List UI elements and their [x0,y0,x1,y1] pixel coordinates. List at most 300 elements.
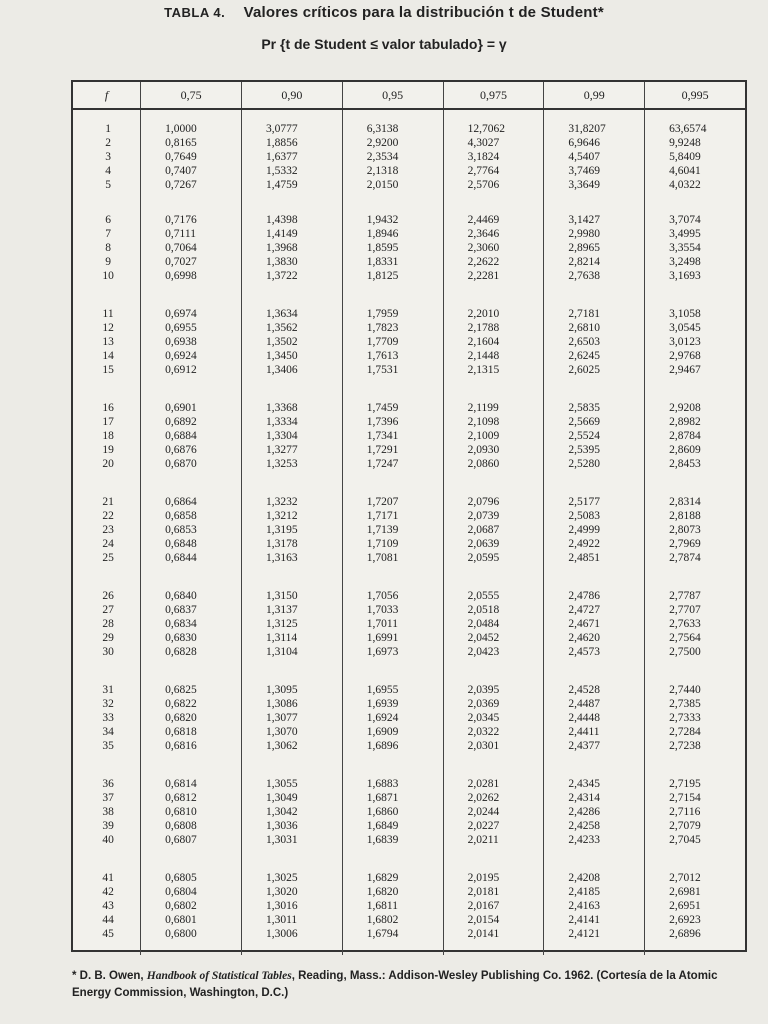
table-value: 2,7707 [669,604,701,616]
column-header-4: 0,975 [443,82,544,109]
degrees-of-freedom-cell [73,767,141,861]
table-value: 2,7440 [669,684,701,696]
table-value: 1,3011 [265,914,298,926]
critical-value-cell [443,485,544,579]
table-value: 1,6849 [366,820,399,832]
table-value: 1,6839 [366,834,399,846]
critical-value-cell [241,203,342,297]
df-value: 18 [102,430,114,442]
critical-value-cell [342,861,443,955]
table-value: 1,3722 [265,270,298,282]
critical-value-cell [141,109,242,203]
table-value: 2,6951 [669,900,701,912]
table-value: 2,7500 [669,646,701,658]
df-value: 43 [102,900,114,912]
critical-value-cell [645,767,745,861]
table-value: 0,6924 [165,350,197,362]
table-value: 0,6912 [165,364,197,376]
table-value: 1,6909 [366,726,399,738]
table-value: 1,6820 [366,886,399,898]
degrees-of-freedom-cell [73,109,141,203]
table-value: 2,4999 [568,524,600,536]
critical-value-cell [544,579,645,673]
table-value: 1,3163 [265,552,298,564]
degrees-of-freedom-cell [73,579,141,673]
df-value: 28 [102,618,114,630]
table-value: 1,6883 [366,778,399,790]
df-value: 37 [102,792,114,804]
critical-value-cell [645,109,745,203]
critical-value-cell [241,579,342,673]
critical-value-cell [645,579,745,673]
table-value: 2,8453 [669,458,701,470]
table-value: 2,9208 [669,402,701,414]
table-value: 2,5524 [568,430,600,442]
critical-value-cell [645,297,745,391]
table-value: 1,7396 [366,416,399,428]
column-header-0: f [73,82,141,109]
table-value: 2,1604 [467,336,500,348]
df-value: 41 [102,872,114,884]
table-value: 1,3212 [265,510,298,522]
table-value: 1,6811 [366,900,398,912]
table-value: 1,7959 [366,308,399,320]
table-value: 6,3138 [366,123,399,135]
df-value: 38 [102,806,114,818]
table-value: 2,4314 [568,792,600,804]
table-value: 1,7056 [366,590,399,602]
table-value: 1,7207 [366,496,399,508]
table-value: 2,1448 [467,350,500,362]
table-value: 1,6973 [366,646,399,658]
table-value: 2,4671 [568,618,600,630]
column-header-3: 0,95 [342,82,443,109]
table-value: 3,0777 [265,123,298,135]
df-value: 42 [102,886,114,898]
table-value: 1,7011 [366,618,398,630]
table-value: 12,7062 [467,123,505,135]
table-value: 2,7564 [669,632,701,644]
table-value: 1,3304 [265,430,298,442]
table-value: 0,6810 [165,806,197,818]
df-value: 11 [102,308,114,320]
table-value: 1,3077 [265,712,298,724]
df-value: 45 [102,928,114,940]
table-value: 1,3036 [265,820,298,832]
table-value: 1,3125 [265,618,298,630]
table-row-group [73,767,745,861]
table-value: 0,7176 [165,214,197,226]
table-value: 2,4411 [568,726,600,738]
table-value: 2,0739 [467,510,500,522]
table-value: 1,3114 [265,632,298,644]
table-value: 2,0195 [467,872,500,884]
table-value: 1,3006 [265,928,298,940]
table-value: 1,4149 [265,228,298,240]
table-value: 1,9432 [366,214,399,226]
degrees-of-freedom-cell [73,297,141,391]
table-value: 1,8595 [366,242,399,254]
table-value: 1,3406 [265,364,298,376]
table-value: 1,7171 [366,510,399,522]
table-value: 1,7139 [366,524,399,536]
degrees-of-freedom-cell [73,673,141,767]
critical-value-cell [544,767,645,861]
df-value: 12 [102,322,114,334]
table-value: 0,7111 [165,228,196,240]
table-value: 0,7064 [165,242,197,254]
critical-value-cell [141,861,242,955]
table-value: 0,6848 [165,538,197,550]
table-value: 1,6794 [366,928,399,940]
table-value: 2,1318 [366,165,399,177]
table-value: 1,4759 [265,179,298,191]
table-value: 3,1824 [467,151,500,163]
table-value: 0,6807 [165,834,197,846]
table-value: 2,0595 [467,552,500,564]
critical-value-cell [241,109,342,203]
table-value: 1,6871 [366,792,399,804]
critical-value-cell [443,109,544,203]
table-value: 0,6830 [165,632,197,644]
table-value: 1,6377 [265,151,298,163]
table-value: 1,3634 [265,308,298,320]
table-row-group [73,203,745,297]
critical-value-cell [443,861,544,955]
table-value: 2,0484 [467,618,500,630]
critical-value-cell [241,391,342,485]
table-value: 2,1315 [467,364,500,376]
table-value: 2,2281 [467,270,500,282]
table-value: 2,7787 [669,590,701,602]
table-value: 1,7341 [366,430,399,442]
table-value: 1,3232 [265,496,298,508]
table-value: 2,4185 [568,886,600,898]
table-value: 2,4487 [568,698,600,710]
critical-value-cell [342,391,443,485]
table-value: 4,0322 [669,179,701,191]
table-value: 2,4851 [568,552,600,564]
table-row-group [73,485,745,579]
table-value: 0,6805 [165,872,197,884]
table-value: 1,3062 [265,740,298,752]
table-value: 1,8125 [366,270,399,282]
table-value: 0,6808 [165,820,197,832]
df-value: 19 [102,444,114,456]
table-value: 1,3031 [265,834,298,846]
df-value: 16 [102,402,114,414]
table-value: 3,2498 [669,256,701,268]
critical-value-cell [443,391,544,485]
table-value: 2,4727 [568,604,600,616]
table-value: 1,3502 [265,336,298,348]
table-value: 4,5407 [568,151,600,163]
table-value: 2,4141 [568,914,600,926]
footnote-author: * D. B. Owen, [72,970,147,982]
table-value: 3,1058 [669,308,701,320]
table-value: 0,6938 [165,336,197,348]
table-value: 0,6876 [165,444,197,456]
table-value: 1,7613 [366,350,399,362]
table-value: 3,7469 [568,165,600,177]
df-value: 35 [102,740,114,752]
table-value: 0,6828 [165,646,197,658]
table-value: 2,7195 [669,778,701,790]
table-value: 0,6800 [165,928,197,940]
table-value: 2,2622 [467,256,500,268]
table-value: 2,3534 [366,151,399,163]
table-value: 2,0345 [467,712,500,724]
df-value: 39 [102,820,114,832]
table-value: 0,7649 [165,151,197,163]
table-value: 1,6860 [366,806,399,818]
table-value: 2,5395 [568,444,600,456]
table-value: 1,7081 [366,552,399,564]
table-value: 0,6825 [165,684,197,696]
critical-value-cell [342,767,443,861]
table-value: 2,0244 [467,806,500,818]
table-value: 2,1098 [467,416,500,428]
table-value: 2,0930 [467,444,500,456]
table-value: 2,7154 [669,792,701,804]
table-value: 2,0395 [467,684,500,696]
table-value: 2,4922 [568,538,600,550]
table-value: 2,4528 [568,684,600,696]
column-header-2: 0,90 [241,82,342,109]
table-value: 1,3070 [265,726,298,738]
df-value: 33 [102,712,114,724]
table-row-group [73,109,745,203]
table-value: 1,0000 [165,123,197,135]
table-value: 3,3649 [568,179,600,191]
table-value: 4,6041 [669,165,701,177]
table-value: 2,0423 [467,646,500,658]
critical-value-cell [342,673,443,767]
critical-value-cell [544,673,645,767]
table-value: 0,6814 [165,778,197,790]
table-value: 1,5332 [265,165,298,177]
df-value: 34 [102,726,114,738]
table-value: 2,9200 [366,137,399,149]
df-value: 21 [102,496,114,508]
table-value: 2,0181 [467,886,500,898]
table-value: 2,1009 [467,430,500,442]
table-value: 1,3195 [265,524,298,536]
table-value: 2,0369 [467,698,500,710]
table-value: 1,3137 [265,604,298,616]
table-value: 1,3968 [265,242,298,254]
table-value: 0,6955 [165,322,197,334]
table-value: 3,1427 [568,214,600,226]
table-value: 2,0262 [467,792,500,804]
critical-value-cell [544,297,645,391]
table-value: 1,6955 [366,684,399,696]
table-value: 0,6837 [165,604,197,616]
df-value: 31 [102,684,114,696]
table-value: 2,8188 [669,510,701,522]
table-value: 2,7012 [669,872,701,884]
critical-value-cell [443,673,544,767]
table-value: 2,0518 [467,604,500,616]
table-value: 0,6822 [165,698,197,710]
table-value: 1,6829 [366,872,399,884]
df-value: 13 [102,336,114,348]
table-value: 3,4995 [669,228,701,240]
table-value: 2,6503 [568,336,600,348]
table-value: 0,6884 [165,430,197,442]
critical-value-cell [241,861,342,955]
table-value: 1,3150 [265,590,298,602]
table-value: 2,5706 [467,179,500,191]
table-value: 1,7109 [366,538,399,550]
table-value: 2,7045 [669,834,701,846]
table-value: 2,0796 [467,496,500,508]
table-value: 2,4233 [568,834,600,846]
critical-value-cell [241,485,342,579]
table-value: 1,3025 [265,872,298,884]
df-value: 15 [102,364,114,376]
table-value: 2,7633 [669,618,701,630]
table-value: 2,7385 [669,698,701,710]
table-value: 4,3027 [467,137,500,149]
critical-value-cell [645,673,745,767]
table-title [0,4,768,21]
table-value: 2,8314 [669,496,701,508]
table-value: 2,6896 [669,928,701,940]
critical-value-cell [443,767,544,861]
table-value: 3,1693 [669,270,701,282]
table-value: 2,9768 [669,350,701,362]
table-value: 0,7027 [165,256,197,268]
critical-value-cell [241,673,342,767]
table-value: 1,3450 [265,350,298,362]
table-value: 1,6924 [366,712,399,724]
table-value: 1,6991 [366,632,399,644]
table-value: 2,6981 [669,886,701,898]
table-value: 0,6892 [165,416,197,428]
critical-value-cell [645,861,745,955]
table-value: 2,4121 [568,928,600,940]
table-body [73,109,745,955]
df-value: 7 [105,228,111,240]
critical-value-cell [443,579,544,673]
table-value: 2,8982 [669,416,701,428]
df-value: 22 [102,510,114,522]
table-row-group [73,391,745,485]
table-value: 1,3049 [265,792,298,804]
df-value: 9 [105,256,111,268]
table-value: 3,7074 [669,214,701,226]
table-value: 2,4786 [568,590,600,602]
table-value: 2,4573 [568,646,600,658]
df-value: 26 [102,590,114,602]
table-value: 2,3060 [467,242,500,254]
df-value: 10 [102,270,114,282]
footnote-book-title: Handbook of Statistical Tables [146,970,292,982]
table-value: 2,8073 [669,524,701,536]
table-value: 0,6870 [165,458,197,470]
table-value: 1,7033 [366,604,399,616]
table-value: 2,4345 [568,778,600,790]
table-value: 1,7823 [366,322,399,334]
table-value: 2,4208 [568,872,600,884]
table-value: 1,8946 [366,228,399,240]
table-value: 1,3055 [265,778,298,790]
table-value: 1,7459 [366,402,399,414]
table-row-group [73,297,745,391]
critical-value-cell [342,203,443,297]
table-value: 0,6844 [165,552,197,564]
column-header-6: 0,995 [645,82,745,109]
table-value: 0,6864 [165,496,197,508]
table-value: 0,6840 [165,590,197,602]
table-value: 2,8784 [669,430,701,442]
table-value: 0,6853 [165,524,197,536]
table-value: 2,9980 [568,228,600,240]
critical-value-cell [544,861,645,955]
table-value: 1,3253 [265,458,298,470]
critical-value-cell [141,767,242,861]
table-value: 2,7238 [669,740,701,752]
table-value: 1,7531 [366,364,399,376]
table-value: 1,3042 [265,806,298,818]
df-value: 8 [105,242,111,254]
table-value: 2,7638 [568,270,600,282]
table-value: 2,2010 [467,308,500,320]
table-value: 2,5835 [568,402,600,414]
table-value: 2,0281 [467,778,500,790]
critical-value-cell [342,579,443,673]
table-value: 1,3178 [265,538,298,550]
df-value: 30 [102,646,114,658]
table-value: 2,0860 [467,458,500,470]
degrees-of-freedom-cell [73,203,141,297]
table-value: 2,4286 [568,806,600,818]
table-value: 2,8609 [669,444,701,456]
table-value: 0,6858 [165,510,197,522]
degrees-of-freedom-cell [73,861,141,955]
df-value: 25 [102,552,114,564]
table-value: 2,0452 [467,632,500,644]
table-value: 2,7181 [568,308,600,320]
df-value: 20 [102,458,114,470]
column-header-5: 0,99 [544,82,645,109]
critical-value-cell [544,203,645,297]
table-value: 0,6802 [165,900,197,912]
critical-value-cell [141,391,242,485]
table-value: 1,3016 [265,900,298,912]
table-value: 2,4620 [568,632,600,644]
table-value: 0,7407 [165,165,197,177]
df-value: 17 [102,416,114,428]
t-distribution-table [71,80,747,952]
table-value: 0,6812 [165,792,197,804]
table-value: 2,0167 [467,900,500,912]
table-value: 2,9467 [669,364,701,376]
critical-value-cell [443,297,544,391]
df-value: 23 [102,524,114,536]
column-header-1: 0,75 [141,82,242,109]
df-value: 24 [102,538,114,550]
df-value: 1 [105,123,111,135]
table-value: 2,3646 [467,228,500,240]
df-value: 3 [105,151,111,163]
table-value: 9,9248 [669,137,701,149]
table-value: 1,8856 [265,137,298,149]
df-value: 2 [105,137,111,149]
table-value: 2,5669 [568,416,600,428]
critical-value-cell [141,297,242,391]
